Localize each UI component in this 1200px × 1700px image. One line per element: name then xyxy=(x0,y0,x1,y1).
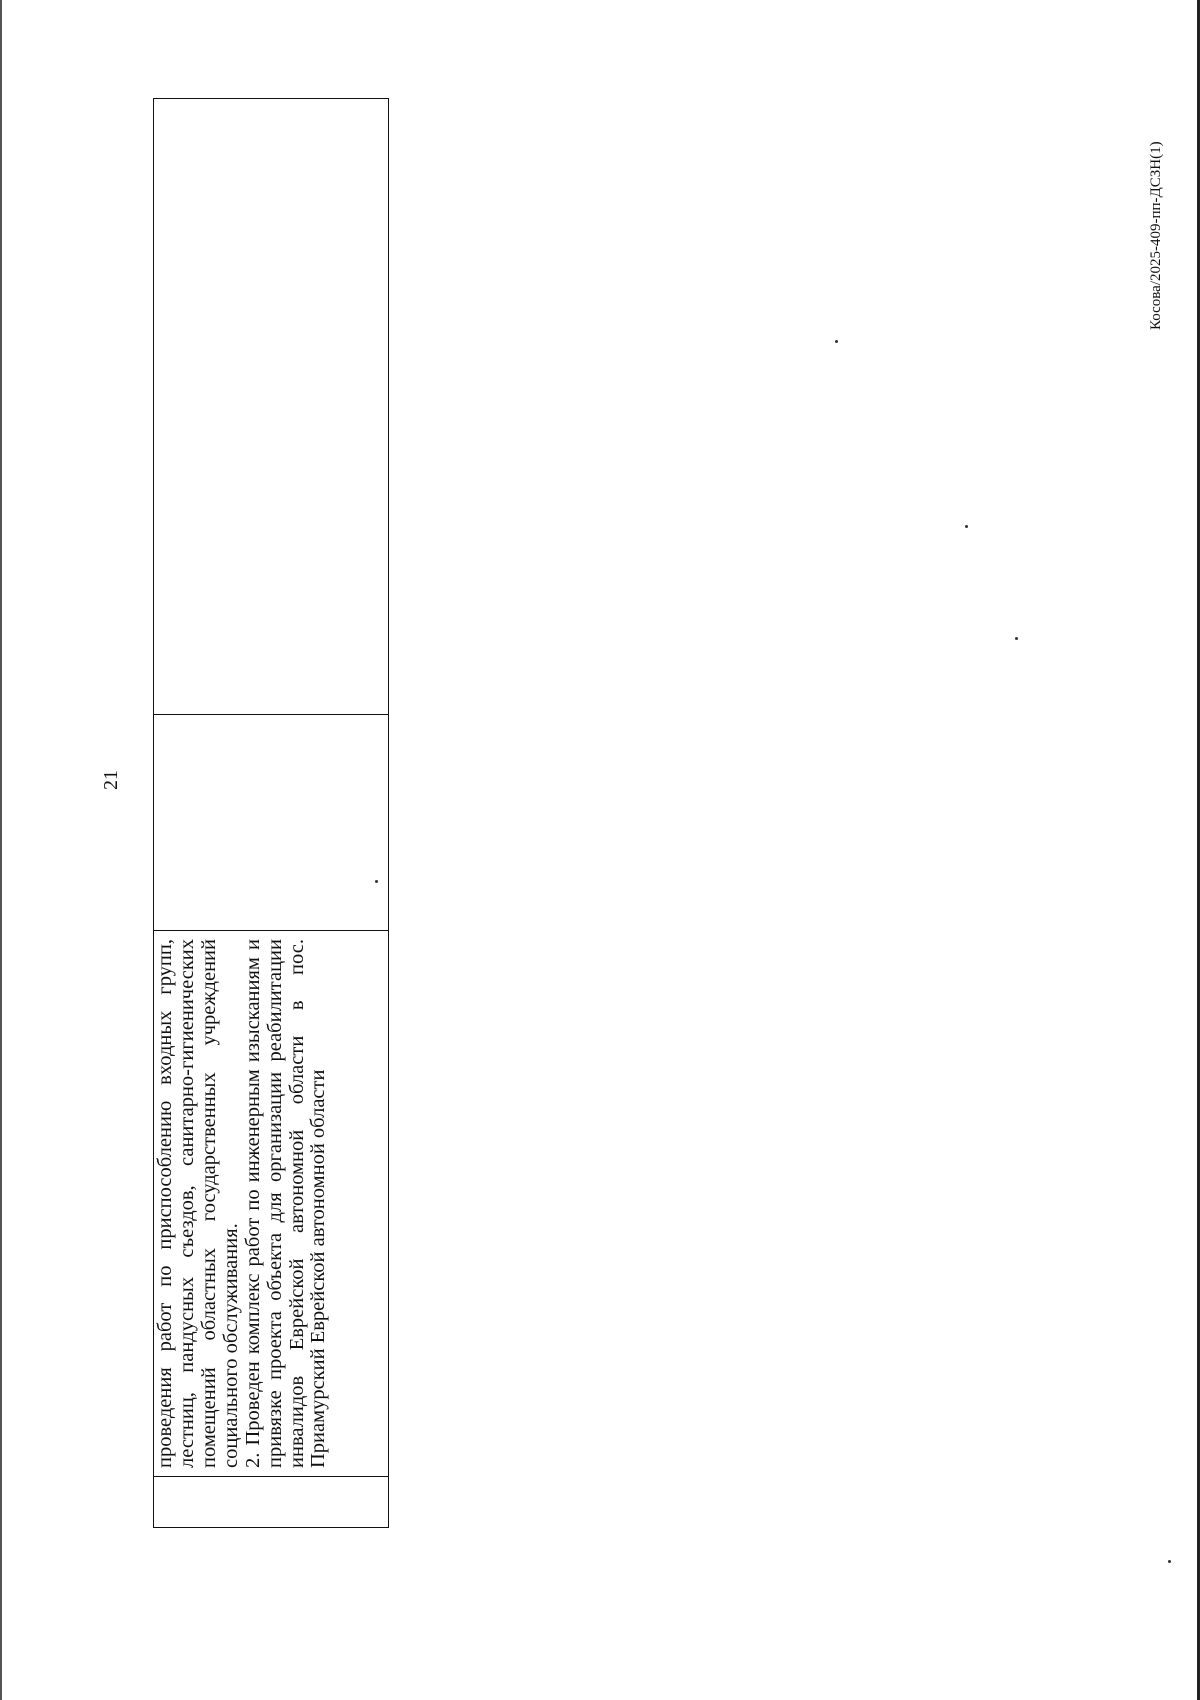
table-row xyxy=(154,99,389,1528)
description-paragraph-1: проведения работ по приспособлению входных групп, лестниц, пандусных съездов, санитарно-гигиенических помещений областных государственных учреждений социального обслуживания. xyxy=(154,939,242,1468)
table-cell-empty xyxy=(154,715,389,931)
scan-speck xyxy=(835,340,838,343)
table-body xyxy=(153,98,389,1528)
page-number: 21 xyxy=(100,770,122,790)
scan-speck xyxy=(965,525,968,528)
document-code: Косова/2025-409-пп-ДСЗН(1) xyxy=(1148,141,1164,330)
description-paragraph-2: 2. Проведен комплекс работ по инженерным изысканиям и привязке проекта объекта для организации реабилитации инвалидов Еврейской автономной области в пос. Приамурский Еврейской автономной области xyxy=(241,939,330,1468)
scan-speck xyxy=(1168,1560,1171,1563)
table-cell-description xyxy=(154,931,389,1477)
document-table xyxy=(153,98,389,1528)
table-cell-empty xyxy=(154,1477,389,1528)
page-edge-left xyxy=(0,0,2,1700)
scan-speck xyxy=(1015,637,1018,640)
table-cell-empty xyxy=(154,99,389,715)
